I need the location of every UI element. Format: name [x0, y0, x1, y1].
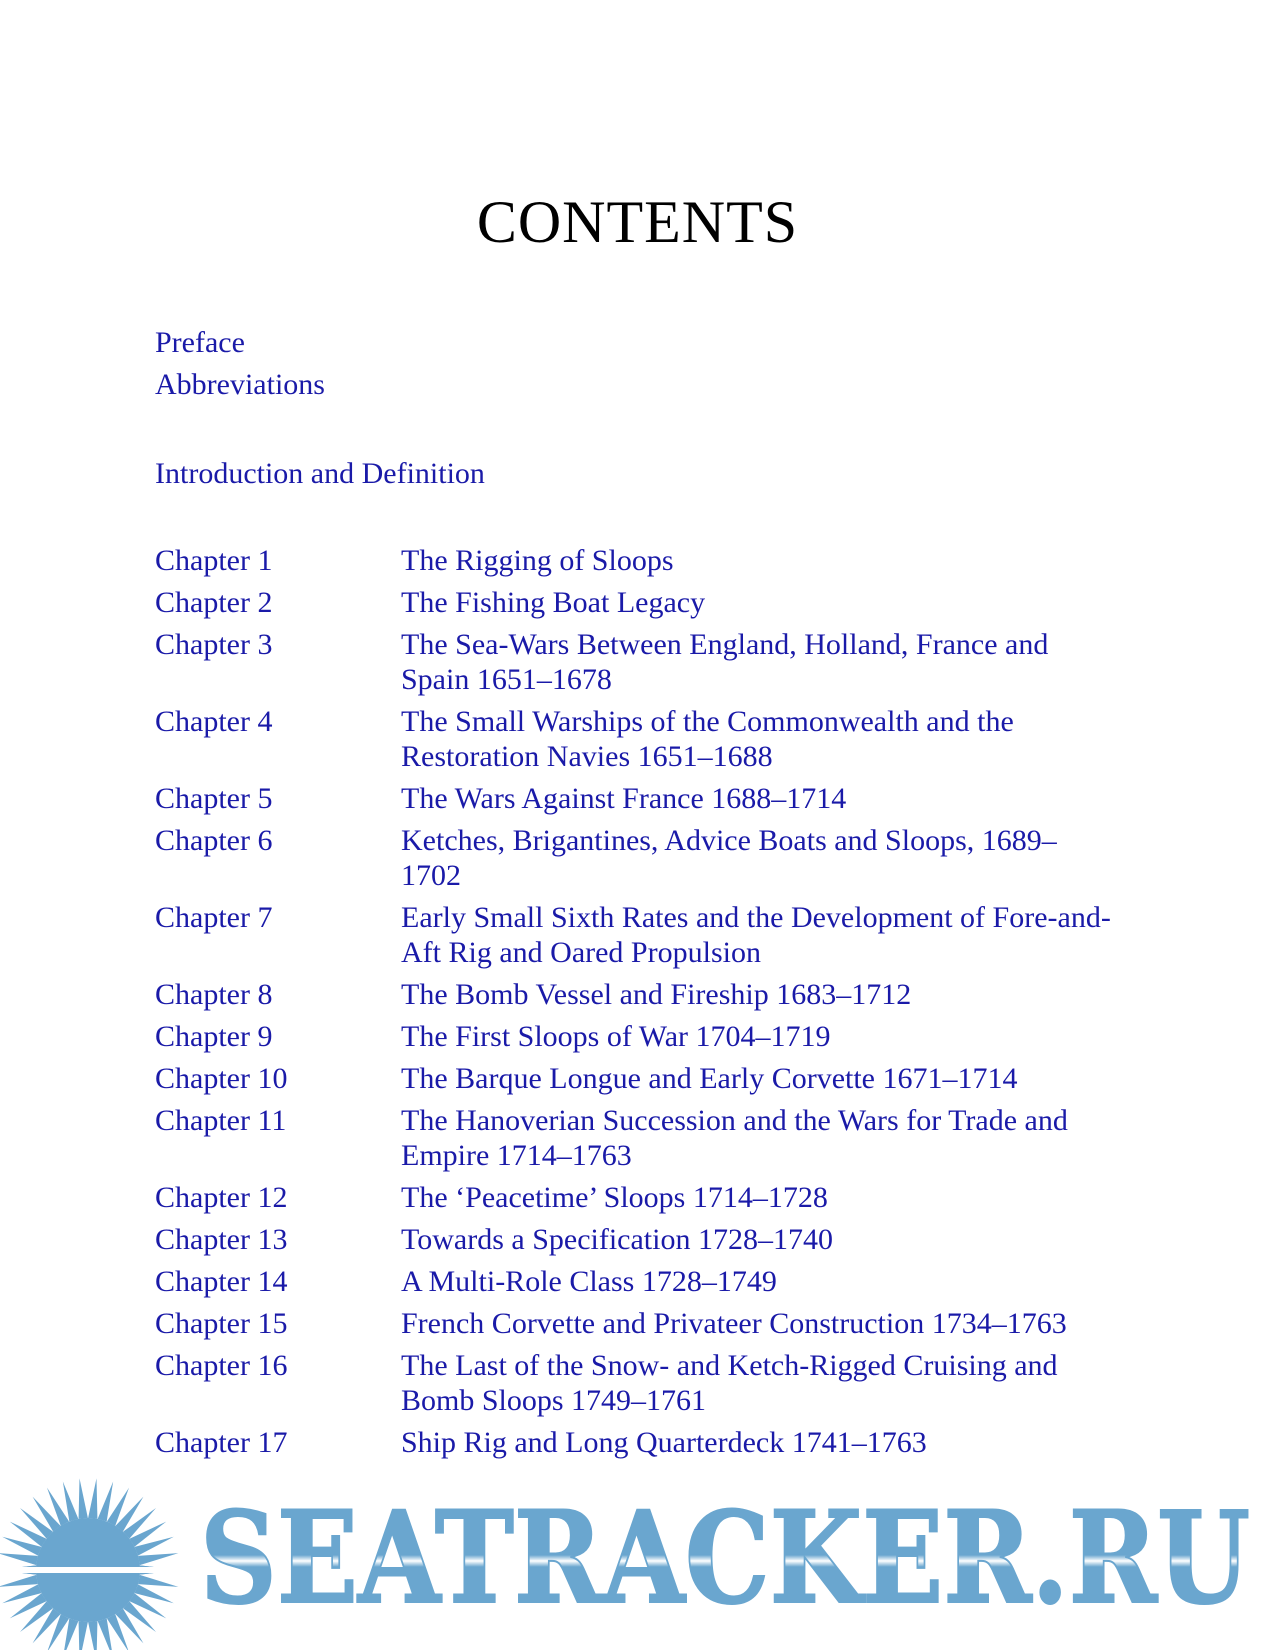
chapter-row[interactable] [155, 585, 1115, 620]
chapter-title[interactable]: The Bomb Vessel and Fireship 1683–1712 [401, 978, 912, 1011]
chapter-title[interactable]: The Hanoverian Succession and the Wars for Trade and Empire 1714–1763 [401, 1104, 1068, 1172]
chapter-number[interactable]: Chapter 7 [155, 901, 273, 934]
watermark [0, 1460, 1275, 1650]
chapter-number[interactable]: Chapter 16 [155, 1349, 288, 1382]
sun-ray [79, 1478, 88, 1518]
chapter-row[interactable] [155, 543, 1115, 578]
chapter-row[interactable] [155, 1061, 1115, 1096]
chapter-number[interactable]: Chapter 2 [155, 586, 273, 619]
chapter-row[interactable] [155, 1180, 1115, 1215]
sun-ray [138, 1553, 178, 1565]
chapter-row[interactable] [155, 1103, 1115, 1173]
chapter-row[interactable] [155, 900, 1115, 970]
chapter-number[interactable]: Chapter 13 [155, 1223, 288, 1256]
chapter-title[interactable]: The Barque Longue and Early Corvette 1671–1714 [401, 1062, 1018, 1095]
chapter-title[interactable]: The Fishing Boat Legacy [401, 586, 706, 619]
toc-link-preface[interactable]: Preface [155, 326, 245, 359]
sun-ray [0, 1553, 38, 1565]
chapter-number[interactable]: Chapter 12 [155, 1181, 288, 1214]
chapter-title[interactable]: The Rigging of Sloops [401, 544, 674, 577]
page-title: CONTENTS [476, 189, 799, 255]
chapter-number[interactable]: Chapter 3 [155, 628, 273, 661]
chapter-row[interactable] [155, 823, 1115, 893]
sun-ray [123, 1601, 156, 1632]
chapter-title[interactable]: The ‘Peacetime’ Sloops 1714–1728 [401, 1181, 828, 1214]
chapter-title[interactable]: French Corvette and Privateer Construction 1734–1763 [401, 1307, 1067, 1340]
chapter-title[interactable]: The Sea-Wars Between England, Holland, France and Spain 1651–1678 [401, 628, 1049, 696]
chapter-title[interactable]: The Small Warships of the Commonwealth and the Restoration Navies 1651–1688 [401, 705, 1014, 773]
chapter-title[interactable]: Early Small Sixth Rates and the Development of Fore-and-Aft Rig and Oared Propulsion [401, 901, 1111, 969]
chapter-row[interactable] [155, 627, 1115, 697]
sun-ray [98, 1482, 113, 1522]
chapter-title[interactable]: Ketches, Brigantines, Advice Boats and Sloops, 1689–1702 [401, 824, 1057, 892]
chapter-number[interactable]: Chapter 8 [155, 978, 273, 1011]
chapter-row[interactable] [155, 1425, 1115, 1460]
chapter-title[interactable]: Ship Rig and Long Quarterdeck 1741–1763 [401, 1426, 927, 1459]
chapter-number[interactable]: Chapter 15 [155, 1307, 288, 1340]
chapter-list [155, 543, 1115, 1467]
horizon-line [0, 1567, 180, 1573]
toc-link-abbreviations[interactable]: Abbreviations [155, 368, 325, 401]
chapter-number[interactable]: Chapter 9 [155, 1020, 273, 1053]
chapter-row[interactable] [155, 781, 1115, 816]
chapter-row[interactable] [155, 1306, 1115, 1341]
chapter-number[interactable]: Chapter 10 [155, 1062, 288, 1095]
chapter-row[interactable] [155, 704, 1115, 774]
chapter-number[interactable]: Chapter 6 [155, 824, 273, 857]
sun-ray [88, 1621, 97, 1650]
chapter-row[interactable] [155, 1222, 1115, 1257]
chapter-title[interactable]: A Multi-Role Class 1728–1749 [401, 1265, 777, 1298]
sun-ray [138, 1575, 178, 1587]
sun-ray [123, 1508, 156, 1539]
watermark-text: SEATRACKER.RU [200, 1484, 1250, 1632]
chapter-number[interactable]: Chapter 5 [155, 782, 273, 815]
chapter-number[interactable]: Chapter 4 [155, 705, 273, 738]
chapter-number[interactable]: Chapter 11 [155, 1104, 287, 1137]
chapter-row[interactable] [155, 1264, 1115, 1299]
sun-ray [79, 1621, 88, 1650]
sun-ray [20, 1508, 53, 1539]
sun-ray [20, 1601, 53, 1632]
sun-ray [0, 1575, 38, 1587]
chapter-title[interactable]: Towards a Specification 1728–1740 [401, 1223, 833, 1256]
sun-icon [0, 1478, 180, 1650]
sun-ray [88, 1478, 97, 1518]
toc-link-introduction[interactable]: Introduction and Definition [155, 457, 485, 490]
chapter-title[interactable]: The Last of the Snow- and Ketch-Rigged Cruising and Bomb Sloops 1749–1761 [401, 1349, 1058, 1417]
chapter-number[interactable]: Chapter 17 [155, 1426, 288, 1459]
chapter-row[interactable] [155, 977, 1115, 1012]
sun-ray [63, 1482, 78, 1522]
chapter-number[interactable]: Chapter 14 [155, 1265, 288, 1298]
chapter-row[interactable] [155, 1019, 1115, 1054]
chapter-number[interactable]: Chapter 1 [155, 544, 273, 577]
chapter-title[interactable]: The First Sloops of War 1704–1719 [401, 1020, 831, 1053]
chapter-title[interactable]: The Wars Against France 1688–1714 [401, 782, 847, 815]
chapter-row[interactable] [155, 1348, 1115, 1418]
